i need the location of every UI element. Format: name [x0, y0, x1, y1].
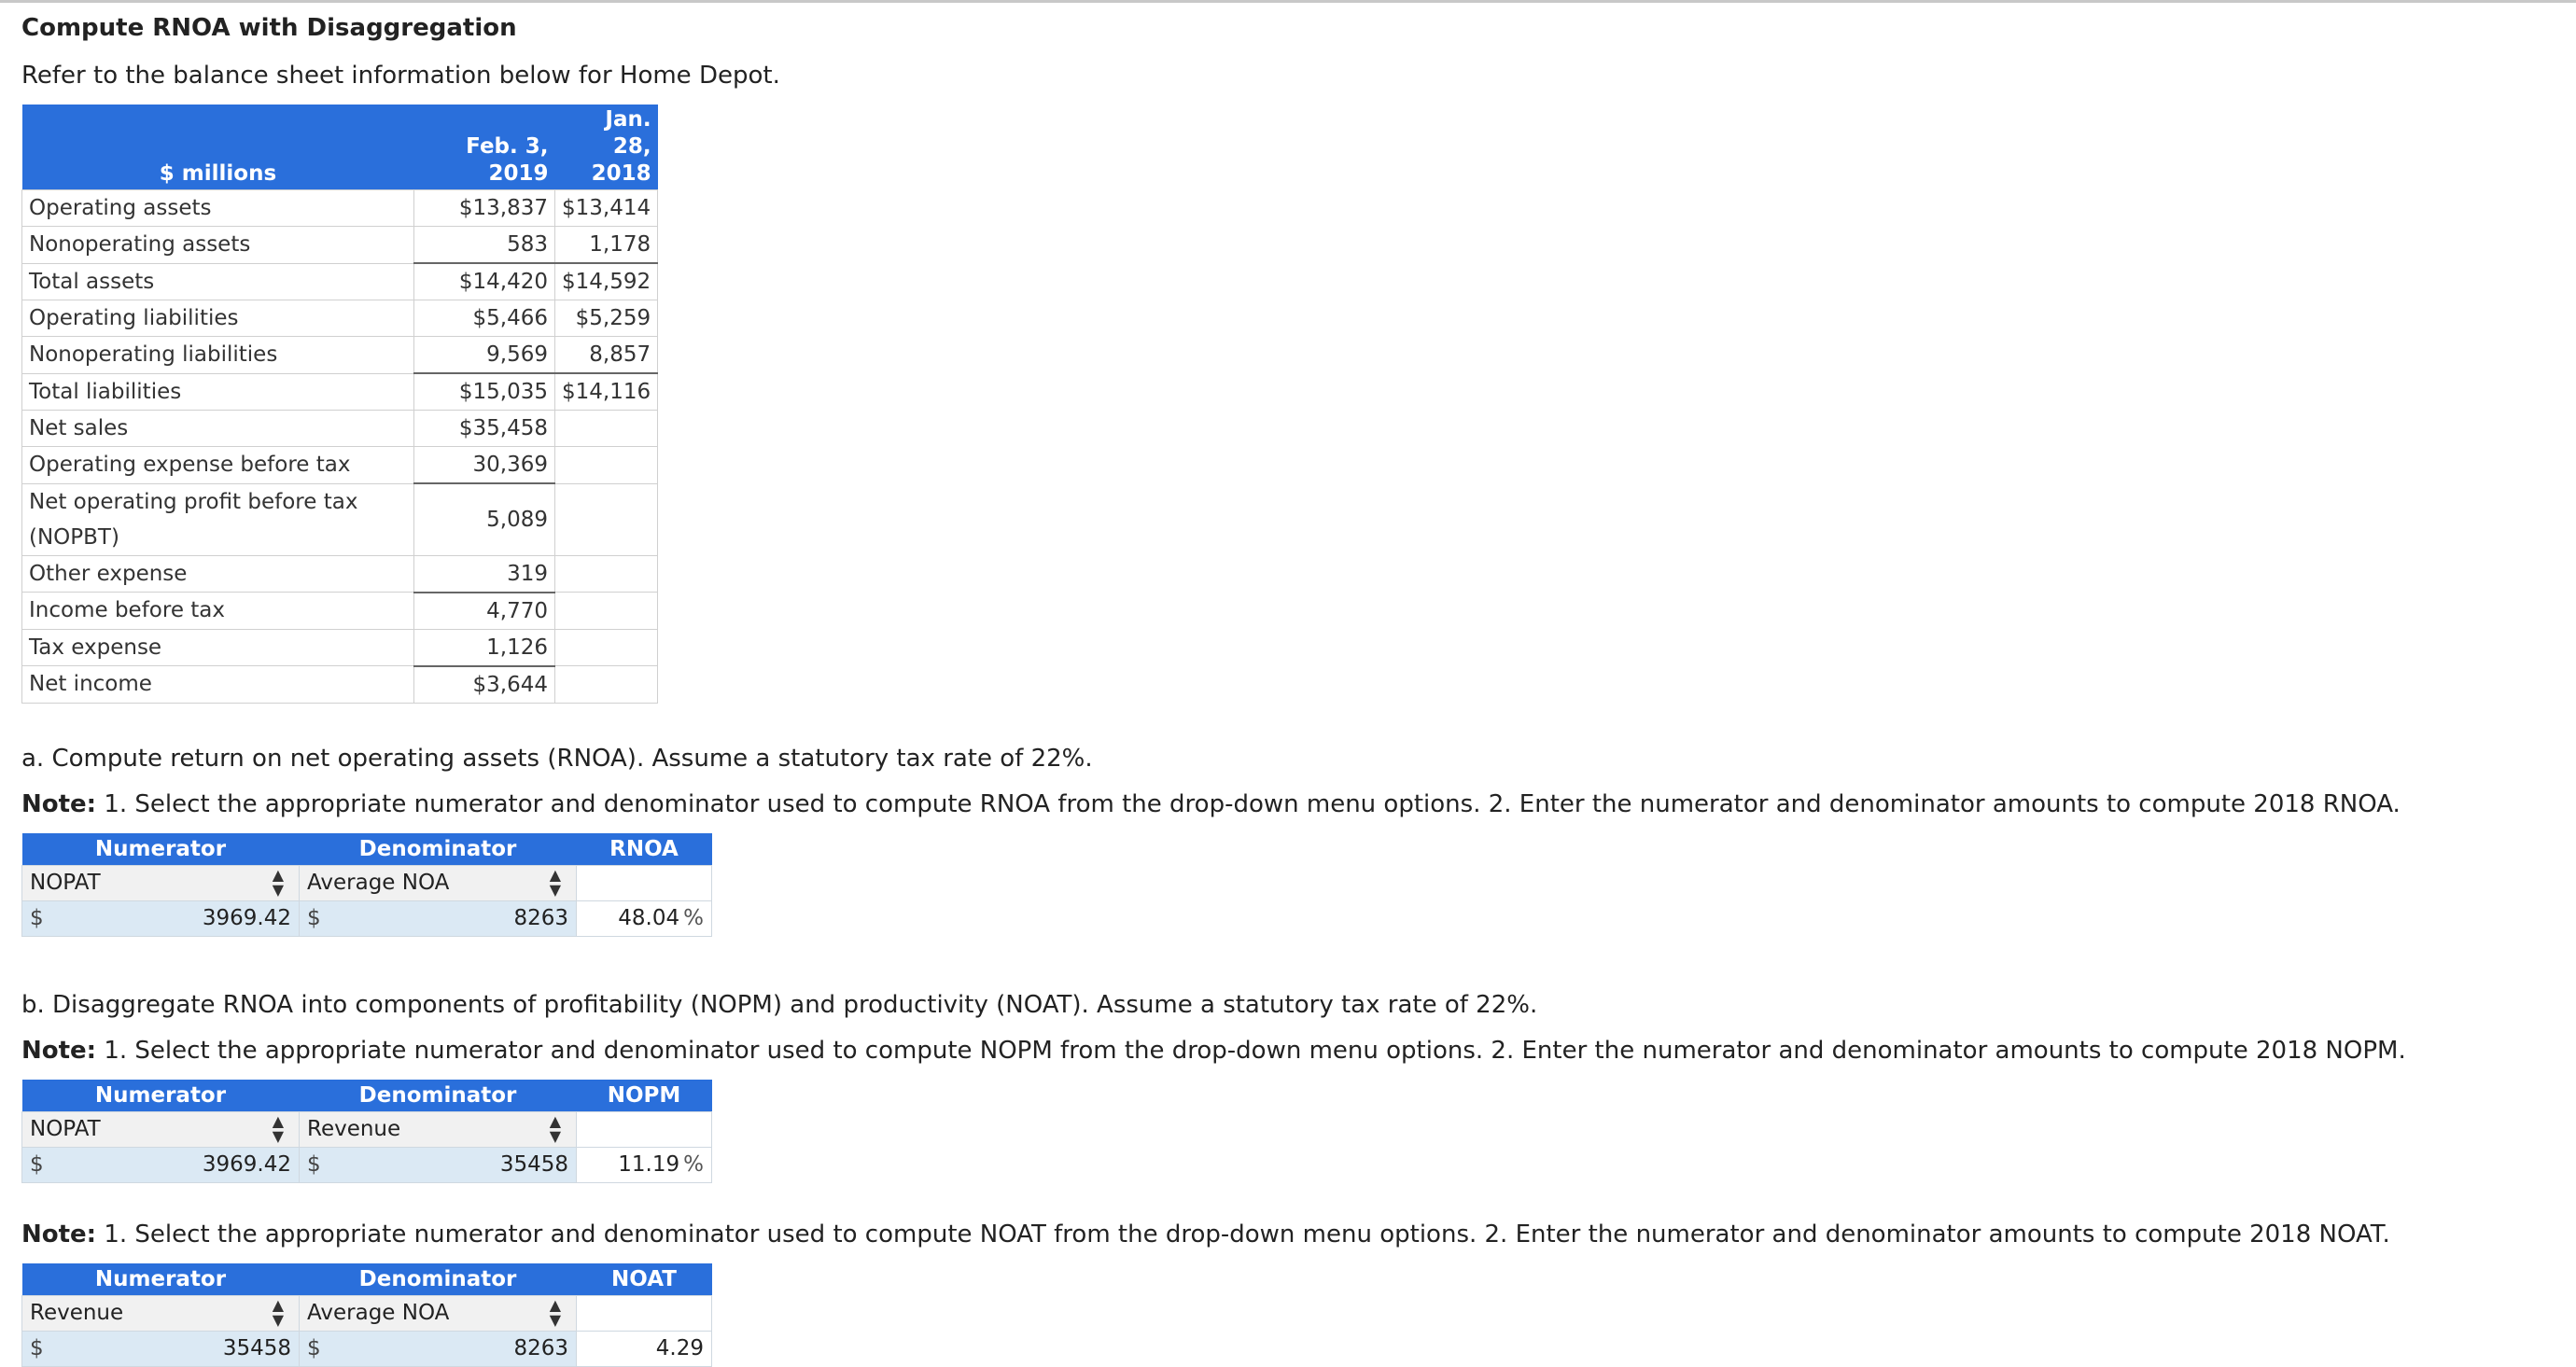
row-label: Nonoperating liabilities [22, 337, 414, 374]
table-row [22, 263, 658, 300]
rnoa-result-value: 48.04 [618, 906, 680, 930]
row-value-2019: 9,569 [414, 337, 555, 374]
row-value-2019: 30,369 [414, 447, 555, 484]
nopm-result [577, 1147, 712, 1182]
sort-arrows-icon: ▲ ▼ [549, 1112, 561, 1145]
row-value-2018 [555, 447, 658, 484]
row-value-2019: $35,458 [414, 411, 555, 447]
row-label: Nonoperating assets [22, 227, 414, 264]
nopm-calc-table [21, 1080, 712, 1183]
header-jan-2018 [555, 105, 658, 190]
table-row [22, 337, 658, 374]
noat-blank-cell [577, 1295, 712, 1331]
denominator-select-value: Average NOA [307, 871, 450, 895]
row-value-2018 [555, 411, 658, 447]
percent-unit: % [683, 906, 704, 930]
row-value-2018 [555, 629, 658, 666]
table-row [22, 300, 658, 337]
currency-symbol: $ [30, 906, 44, 930]
table-row [22, 227, 658, 264]
row-value-2019: $3,644 [414, 666, 555, 704]
note-text: 1. Select the appropriate numerator and denominator used to compute NOPM from the drop-down menu options. 2. Enter the numerator and denominator amounts to compute 2018 NOPM. [96, 1036, 2406, 1065]
numerator-input[interactable] [22, 900, 300, 936]
balance-sheet-table [21, 105, 658, 704]
nopm-blank-cell [577, 1111, 712, 1147]
numerator-input-value: 35458 [222, 1336, 291, 1360]
row-value-2018: 8,857 [555, 337, 658, 374]
row-value-2019: $5,466 [414, 300, 555, 337]
numerator-select-value: Revenue [30, 1301, 124, 1325]
numerator-input[interactable] [22, 1147, 300, 1182]
row-label: Total liabilities [22, 373, 414, 411]
part-a-note [21, 788, 2560, 820]
denominator-select[interactable] [300, 865, 577, 900]
note-label: Note: [21, 1036, 97, 1065]
percent-unit: % [683, 1152, 704, 1177]
table-row [22, 629, 658, 666]
rnoa-result [577, 900, 712, 936]
noat-result [577, 1331, 712, 1366]
row-value-2018 [555, 593, 658, 630]
header-rnoa: RNOA [577, 833, 712, 866]
currency-symbol: $ [30, 1152, 44, 1177]
row-value-2019: 4,770 [414, 593, 555, 630]
header-denominator: Denominator [300, 1080, 577, 1112]
part-a-question: a. Compute return on net operating assets (RNOA). Assume a statutory tax rate of 22%. [21, 744, 1093, 773]
row-value-2019: $14,420 [414, 263, 555, 300]
numerator-select[interactable] [22, 1111, 300, 1147]
table-row [22, 555, 658, 593]
denominator-input[interactable] [300, 1331, 577, 1366]
table-row [22, 483, 658, 555]
row-value-2018: $13,414 [555, 190, 658, 227]
row-label: Operating liabilities [22, 300, 414, 337]
numerator-input-value: 3969.42 [202, 1152, 291, 1177]
denominator-input-value: 8263 [513, 906, 568, 930]
header-jan-2018-line1: Jan. 28, [605, 107, 651, 159]
row-value-2019: $15,035 [414, 373, 555, 411]
row-label: Net sales [22, 411, 414, 447]
row-label: Total assets [22, 263, 414, 300]
denominator-select-value: Revenue [307, 1117, 401, 1141]
rnoa-blank-cell [577, 865, 712, 900]
header-denominator: Denominator [300, 1263, 577, 1296]
table-row [22, 190, 658, 227]
denominator-input-value: 35458 [499, 1152, 568, 1177]
note-label: Note: [21, 1220, 97, 1248]
part-b-noat-note [21, 1219, 2560, 1250]
header-nopm: NOPM [577, 1080, 712, 1112]
denominator-input[interactable] [300, 1147, 577, 1182]
row-value-2018 [555, 555, 658, 593]
balance-sheet-header [22, 105, 658, 190]
rnoa-calc-table [21, 833, 712, 937]
row-value-2018: $14,116 [555, 373, 658, 411]
sort-arrows-icon: ▲ ▼ [272, 1296, 284, 1329]
table-row [22, 373, 658, 411]
row-value-2018 [555, 666, 658, 704]
currency-symbol: $ [307, 906, 321, 930]
denominator-input[interactable] [300, 900, 577, 936]
sort-arrows-icon: ▲ ▼ [272, 1112, 284, 1145]
note-label: Note: [21, 789, 97, 818]
row-value-2018: $5,259 [555, 300, 658, 337]
denominator-select-value: Average NOA [307, 1301, 450, 1325]
row-label: Operating expense before tax [22, 447, 414, 484]
denominator-input-value: 8263 [513, 1336, 568, 1360]
table-row [22, 447, 658, 484]
part-b-question: b. Disaggregate RNOA into components of profitability (NOPM) and productivity (NOAT). Assume a statutory tax rate of 22%. [21, 990, 1538, 1019]
header-millions: $ millions [22, 105, 414, 190]
row-value-2019: 319 [414, 555, 555, 593]
table-row [22, 593, 658, 630]
currency-symbol: $ [307, 1336, 321, 1360]
denominator-select[interactable] [300, 1295, 577, 1331]
sort-arrows-icon: ▲ ▼ [549, 866, 561, 899]
question-content [21, 13, 2560, 1367]
noat-result-value: 4.29 [655, 1336, 704, 1360]
numerator-select-value: NOPAT [30, 871, 101, 895]
row-value-2019: 1,126 [414, 629, 555, 666]
numerator-select[interactable] [22, 865, 300, 900]
header-noat: NOAT [577, 1263, 712, 1296]
row-label: Other expense [22, 555, 414, 593]
table-row [22, 411, 658, 447]
header-jan-2018-line2: 2018 [591, 161, 651, 186]
header-numerator: Numerator [22, 833, 300, 866]
denominator-select[interactable] [300, 1111, 577, 1147]
page-title: Compute RNOA with Disaggregation [21, 14, 517, 42]
header-feb-2019: Feb. 3, 2019 [414, 105, 555, 190]
header-numerator: Numerator [22, 1263, 300, 1296]
row-value-2019: 5,089 [414, 483, 555, 555]
numerator-select[interactable] [22, 1295, 300, 1331]
numerator-input[interactable] [22, 1331, 300, 1366]
row-label: Tax expense [22, 629, 414, 666]
row-label: Net income [22, 666, 414, 704]
sort-arrows-icon: ▲ ▼ [549, 1296, 561, 1329]
part-b-nopm-note [21, 1035, 2560, 1067]
header-numerator: Numerator [22, 1080, 300, 1112]
row-value-2018: $14,592 [555, 263, 658, 300]
row-label: Net operating profit before tax (NOPBT) [22, 483, 414, 555]
row-value-2019: 583 [414, 227, 555, 264]
currency-symbol: $ [30, 1336, 44, 1360]
row-label: Income before tax [22, 593, 414, 630]
row-value-2018: 1,178 [555, 227, 658, 264]
sort-arrows-icon: ▲ ▼ [272, 866, 284, 899]
row-value-2018 [555, 483, 658, 555]
note-text: 1. Select the appropriate numerator and denominator used to compute NOAT from the drop-down menu options. 2. Enter the numerator and denominator amounts to compute 2018 NOAT. [96, 1220, 2390, 1248]
noat-calc-table [21, 1263, 712, 1367]
table-row [22, 666, 658, 704]
header-denominator: Denominator [300, 833, 577, 866]
row-label: Operating assets [22, 190, 414, 227]
nopm-result-value: 11.19 [618, 1152, 680, 1177]
numerator-input-value: 3969.42 [202, 906, 291, 930]
row-value-2019: $13,837 [414, 190, 555, 227]
numerator-select-value: NOPAT [30, 1117, 101, 1141]
intro-text: Refer to the balance sheet information below for Home Depot. [21, 62, 780, 90]
currency-symbol: $ [307, 1152, 321, 1177]
note-text: 1. Select the appropriate numerator and denominator used to compute RNOA from the drop-down menu options. 2. Enter the numerator and denominator amounts to compute 2018 RNOA. [96, 789, 2401, 818]
top-divider [0, 0, 2576, 3]
